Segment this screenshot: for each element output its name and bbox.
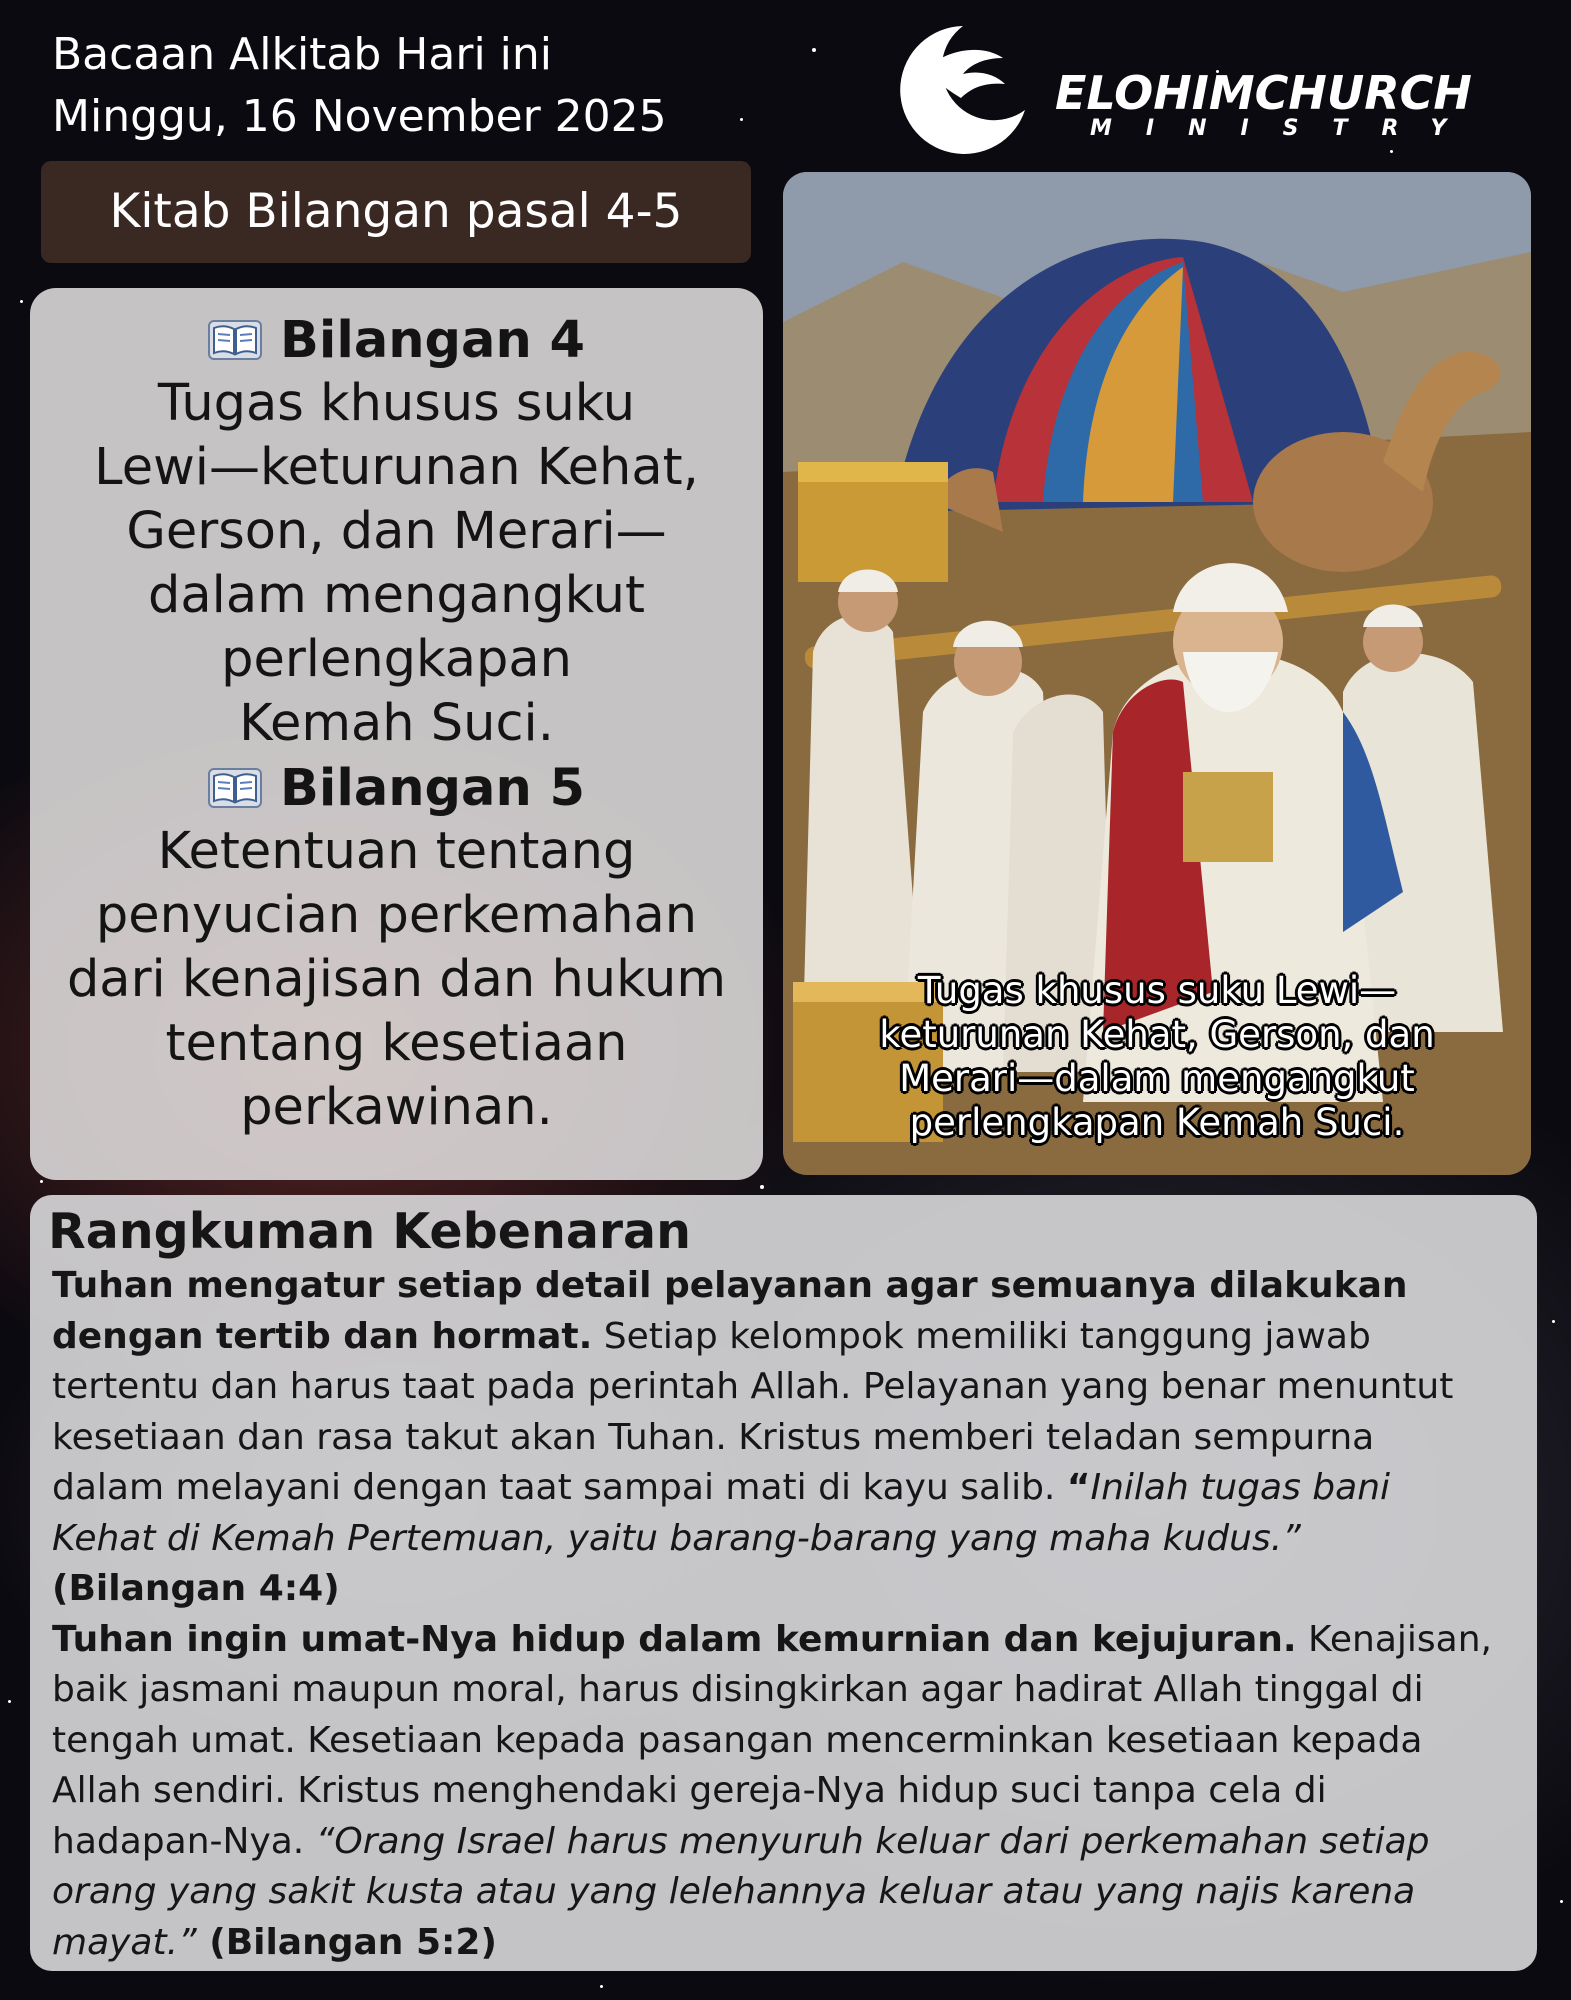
open-book-icon: [208, 768, 262, 808]
logo-subtitle: MINISTRY: [1090, 116, 1481, 141]
summary-text: hadapan-Nya.: [52, 1820, 316, 1862]
summary-line: baik jasmani maupun moral, harus disingkirkan agar hadirat Allah tinggal di: [52, 1669, 1424, 1710]
scripture-quote: mayat.”: [52, 1921, 197, 1963]
chapter-line: tentang kesetiaan: [165, 1014, 628, 1073]
summary-line: [52, 1817, 1522, 1868]
caption-line: Merari—dalam mengangkut: [899, 1057, 1415, 1100]
summary-line: [52, 1312, 1522, 1363]
quote-mark: “: [1066, 1467, 1091, 1508]
summary-body: [52, 1261, 1522, 1968]
chapter-title: Bilangan 4: [279, 310, 586, 370]
book-chapter-tag: Kitab Bilangan pasal 4-5: [41, 161, 751, 263]
chapter-heading: [30, 308, 763, 372]
reading-title: Bacaan Alkitab Hari ini: [52, 29, 552, 80]
dove-moon-icon: [885, 18, 1030, 158]
chapter-line: perkawinan.: [240, 1078, 553, 1137]
summary-line: [52, 1615, 1522, 1666]
scripture-reference: (Bilangan 5:2): [196, 1921, 497, 1963]
chapter-line: penyucian perkemahan: [95, 886, 698, 945]
scripture-quote: Kehat di Kemah Pertemuan, yaitu barang-barang yang maha kudus.”: [52, 1517, 1301, 1559]
reading-date: Minggu, 16 November 2025: [52, 91, 667, 142]
open-book-icon: [208, 320, 262, 360]
chapter-line: dalam mengangkut: [148, 566, 645, 625]
church-logo: [885, 18, 1481, 158]
summary-line: tertentu dan harus taat pada perintah Allah. Pelayanan yang benar menuntut: [52, 1366, 1454, 1407]
chapter-line: dari kenajisan dan hukum: [66, 950, 727, 1009]
summary-line: [52, 1463, 1522, 1514]
logo-name: ELOHIMCHURCH: [1055, 66, 1472, 120]
chapter-line: Kemah Suci.: [239, 694, 554, 753]
summary-line: tengah umat. Kesetiaan kepada pasangan mencerminkan kesetiaan kepada: [52, 1719, 1423, 1761]
chapter-description: [30, 820, 763, 1140]
scripture-quote: orang yang sakit kusta atau yang lelehannya keluar atau yang najis karena: [52, 1871, 1416, 1912]
caption-line: perlengkapan Kemah Suci.: [909, 1101, 1405, 1144]
scripture-quote: Inilah tugas bani: [1090, 1467, 1391, 1508]
chapter-line: Gerson, dan Merari—: [126, 502, 667, 561]
chapter-line: Ketentuan tentang: [157, 822, 636, 881]
chapter-line: Tugas khusus suku: [157, 374, 636, 433]
chapter-line: Lewi—keturunan Kehat,: [94, 438, 699, 497]
summary-line: Tuhan mengatur setiap detail pelayanan agar semuanya dilakukan: [52, 1265, 1408, 1306]
chapter-description: [30, 372, 763, 756]
truth-summary-card: [30, 1195, 1537, 1971]
illustration-caption: [783, 969, 1531, 1145]
caption-line: Tugas khusus suku Lewi—: [917, 969, 1397, 1012]
summary-emphasis: dengan tertib dan hormat.: [52, 1315, 593, 1357]
chapter-summary-card: [30, 288, 763, 1180]
summary-emphasis: Tuhan ingin umat-Nya hidup dalam kemurnian dan kejujuran.: [52, 1618, 1297, 1660]
summary-text: dalam melayani dengan taat sampai mati di kayu salib.: [52, 1467, 1067, 1508]
chapter-title: Bilangan 5: [279, 758, 586, 818]
summary-title: Rangkuman Kebenaran: [48, 1203, 692, 1260]
summary-text: Kenajisan,: [1296, 1618, 1492, 1660]
chapter-heading: [30, 756, 763, 820]
illustration-image: [783, 172, 1531, 1175]
caption-line: keturunan Kehat, Gerson, dan: [879, 1013, 1435, 1056]
scripture-reference: (Bilangan 4:4): [52, 1568, 340, 1609]
scripture-quote: “Orang Israel harus menyuruh keluar dari perkemahan setiap: [315, 1820, 1430, 1862]
summary-text: Setiap kelompok memiliki tanggung jawab: [592, 1315, 1371, 1357]
chapter-line: perlengkapan: [221, 630, 572, 689]
summary-line: Allah sendiri. Kristus menghendaki gereja-Nya hidup suci tanpa cela di: [52, 1770, 1327, 1811]
summary-line: [52, 1918, 1522, 1969]
summary-line: kesetiaan dan rasa takut akan Tuhan. Kristus memberi teladan sempurna: [52, 1416, 1375, 1458]
